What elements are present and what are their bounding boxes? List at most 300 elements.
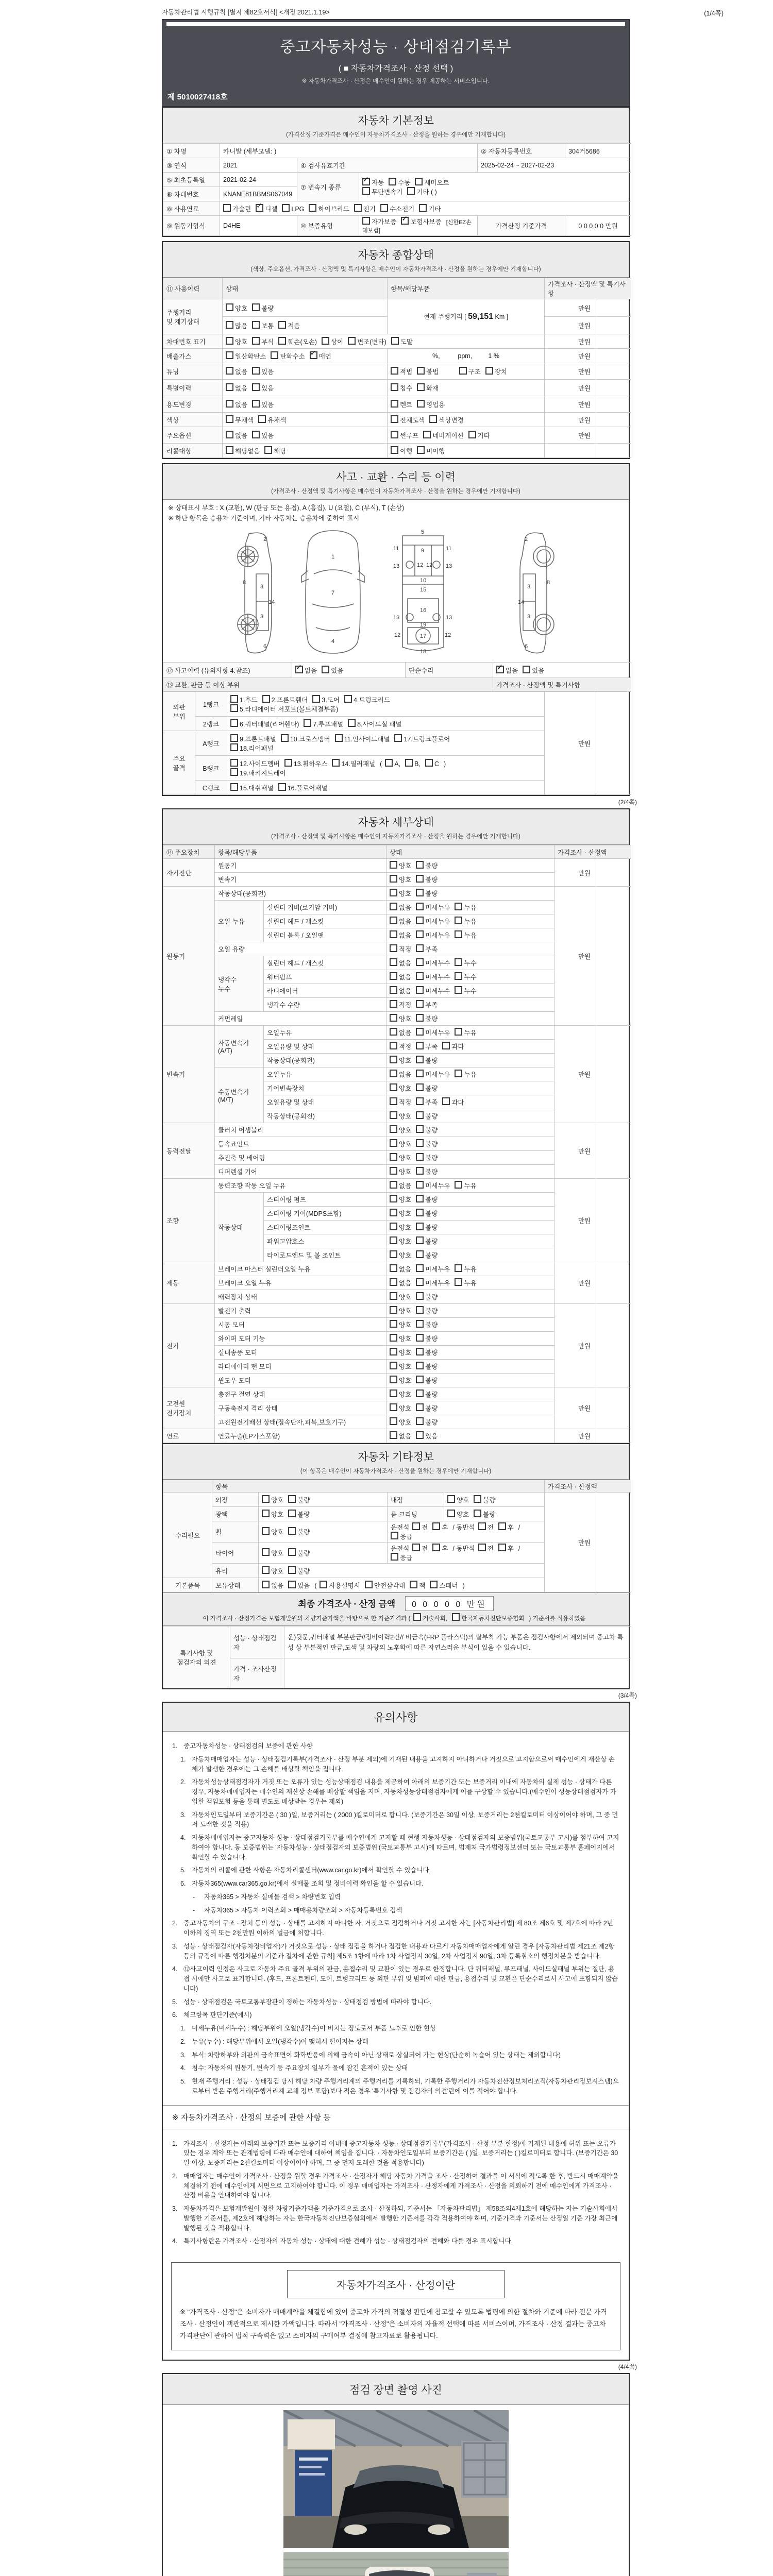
option-3.도어[interactable] <box>312 695 340 704</box>
checkbox-icon[interactable] <box>416 1167 424 1175</box>
option-불량[interactable] <box>416 1195 438 1204</box>
option-양호[interactable] <box>390 889 411 898</box>
checkbox-icon[interactable] <box>282 204 290 212</box>
checkbox-icon[interactable] <box>391 446 398 454</box>
checkbox-icon[interactable] <box>390 958 397 966</box>
option-보험사보증[interactable] <box>401 217 441 226</box>
option-양호[interactable] <box>390 1195 411 1204</box>
checkbox-icon[interactable] <box>230 695 238 703</box>
checkbox-icon[interactable] <box>262 1581 270 1588</box>
option-없음[interactable] <box>390 1264 411 1274</box>
checkbox-icon[interactable] <box>252 303 260 311</box>
checkbox-icon[interactable] <box>390 1000 397 1008</box>
option-양호[interactable] <box>262 1510 283 1519</box>
option-불량[interactable] <box>416 1209 438 1218</box>
option-양호[interactable] <box>390 1417 411 1427</box>
option-기타[interactable] <box>419 204 441 213</box>
option-양호[interactable] <box>390 1320 411 1329</box>
option-전[interactable] <box>412 1544 428 1553</box>
option-B,[interactable] <box>405 759 421 768</box>
checkbox-icon[interactable] <box>230 783 238 791</box>
option-누유[interactable] <box>455 1028 476 1037</box>
option-양호[interactable] <box>262 1548 283 1557</box>
option-불량[interactable] <box>416 1223 438 1232</box>
option-없음[interactable] <box>226 383 247 393</box>
option-미세누유[interactable] <box>416 917 450 926</box>
option-불량[interactable] <box>288 1527 310 1536</box>
checkbox-icon[interactable] <box>425 759 433 767</box>
checkbox-icon[interactable] <box>391 431 398 438</box>
checkbox-icon[interactable] <box>416 1195 424 1202</box>
option-보통[interactable] <box>252 321 274 330</box>
checkbox-icon[interactable] <box>226 400 233 408</box>
checkbox-icon[interactable] <box>416 1083 424 1091</box>
option-불량[interactable] <box>252 303 274 313</box>
checkbox-icon[interactable] <box>230 743 238 751</box>
option-불량[interactable] <box>416 1389 438 1399</box>
checkbox-icon[interactable] <box>230 719 238 727</box>
checkbox-icon[interactable] <box>455 903 462 910</box>
checkbox-icon[interactable] <box>390 1236 397 1244</box>
checkbox-icon[interactable] <box>459 367 467 375</box>
checkbox-icon[interactable] <box>390 1278 397 1286</box>
checkbox-icon[interactable] <box>226 351 233 359</box>
option-적법[interactable] <box>391 367 412 376</box>
checked-checkbox-icon[interactable] <box>496 666 504 673</box>
option-양호[interactable] <box>390 1111 411 1121</box>
option-불량[interactable] <box>474 1495 495 1504</box>
option-5.라디에이터 서포트(볼트체결부품)[interactable] <box>230 704 338 714</box>
option-후[interactable] <box>498 1544 514 1553</box>
option-양호[interactable] <box>447 1510 469 1519</box>
checkbox-icon[interactable] <box>390 1139 397 1147</box>
checkbox-icon[interactable] <box>332 759 340 767</box>
checkbox-icon[interactable] <box>416 1403 424 1411</box>
checkbox-icon[interactable] <box>390 944 397 952</box>
checkbox-icon[interactable] <box>416 1292 424 1300</box>
option-양호[interactable] <box>226 337 247 346</box>
option-부족[interactable] <box>416 1042 438 1051</box>
checkbox-icon[interactable] <box>455 930 462 938</box>
option-수동[interactable] <box>389 178 410 187</box>
option-기타[interactable] <box>468 431 490 440</box>
checkbox-icon[interactable] <box>390 1223 397 1230</box>
checkbox-icon[interactable] <box>390 1389 397 1397</box>
option-디젤[interactable] <box>256 204 277 213</box>
checkbox-icon[interactable] <box>391 367 398 375</box>
option-수소전기[interactable] <box>380 204 414 213</box>
option-17.트렁크플로어[interactable] <box>394 734 450 743</box>
checkbox-icon[interactable] <box>278 337 286 345</box>
checkbox-icon[interactable] <box>416 1028 424 1036</box>
checkbox-icon[interactable] <box>416 1000 424 1008</box>
checkbox-icon[interactable] <box>474 1510 481 1517</box>
option-양호[interactable] <box>390 1306 411 1315</box>
checkbox-icon[interactable] <box>391 415 398 423</box>
checkbox-icon[interactable] <box>455 958 462 966</box>
option-없음[interactable] <box>390 1431 411 1440</box>
option-양호[interactable] <box>262 1566 283 1575</box>
option-13.휠하우스[interactable] <box>284 759 328 768</box>
checkbox-icon[interactable] <box>322 337 329 345</box>
option-누수[interactable] <box>455 972 476 981</box>
checkbox-icon[interactable] <box>474 1495 481 1503</box>
checkbox-icon[interactable] <box>455 986 462 994</box>
checkbox-icon[interactable] <box>416 1348 424 1355</box>
option-전[interactable] <box>478 1522 494 1532</box>
option-렌트[interactable] <box>391 400 412 409</box>
option-없음[interactable] <box>390 986 411 995</box>
option-기술사회,[interactable] <box>413 1613 447 1622</box>
checkbox-icon[interactable] <box>455 972 462 980</box>
checkbox-icon[interactable] <box>412 1522 420 1530</box>
option-이행[interactable] <box>391 446 412 455</box>
checkbox-icon[interactable] <box>523 666 530 673</box>
option-없음[interactable] <box>496 666 518 675</box>
option-없음[interactable] <box>390 1028 411 1037</box>
option-과다[interactable] <box>442 1097 464 1107</box>
option-있음[interactable] <box>252 400 274 409</box>
option-불량[interactable] <box>416 1125 438 1134</box>
checkbox-icon[interactable] <box>455 917 462 924</box>
checkbox-icon[interactable] <box>390 1348 397 1355</box>
checkbox-icon[interactable] <box>390 1167 397 1175</box>
checkbox-icon[interactable] <box>230 704 238 712</box>
checkbox-icon[interactable] <box>416 1209 424 1216</box>
checkbox-icon[interactable] <box>365 1581 373 1588</box>
option-양호[interactable] <box>390 1236 411 1246</box>
checkbox-icon[interactable] <box>390 1111 397 1119</box>
option-불량[interactable] <box>416 1139 438 1148</box>
option-미세누유[interactable] <box>416 1278 450 1287</box>
checkbox-icon[interactable] <box>390 889 397 896</box>
option-후[interactable] <box>498 1522 514 1532</box>
checkbox-icon[interactable] <box>288 1566 296 1574</box>
checkbox-icon[interactable] <box>226 431 233 438</box>
checkbox-icon[interactable] <box>391 1532 398 1539</box>
option-누유[interactable] <box>455 1278 476 1287</box>
checkbox-icon[interactable] <box>362 217 370 225</box>
checkbox-icon[interactable] <box>452 1613 460 1621</box>
option-불량[interactable] <box>416 1417 438 1427</box>
option-적정[interactable] <box>390 1097 411 1107</box>
checkbox-icon[interactable] <box>415 178 423 185</box>
option-양호[interactable] <box>390 1403 411 1413</box>
option-18.리어패널[interactable] <box>230 743 274 753</box>
checkbox-icon[interactable] <box>416 1389 424 1397</box>
checkbox-icon[interactable] <box>288 1548 296 1556</box>
option-영업용[interactable] <box>417 400 445 409</box>
option-있음[interactable] <box>252 431 274 440</box>
checkbox-icon[interactable] <box>416 986 424 994</box>
checkbox-icon[interactable] <box>390 1264 397 1272</box>
checkbox-icon[interactable] <box>354 204 362 212</box>
checkbox-icon[interactable] <box>230 759 238 767</box>
option-불량[interactable] <box>416 875 438 884</box>
option-구조[interactable] <box>459 367 481 376</box>
option-하이브리드[interactable] <box>309 204 349 213</box>
checkbox-icon[interactable] <box>322 666 329 673</box>
option-양호[interactable] <box>390 1139 411 1148</box>
checkbox-icon[interactable] <box>416 1111 424 1119</box>
checkbox-icon[interactable] <box>226 303 233 311</box>
option-누유[interactable] <box>455 903 476 912</box>
option-있음[interactable] <box>288 1581 310 1590</box>
checkbox-icon[interactable] <box>278 783 286 791</box>
checkbox-icon[interactable] <box>455 1070 462 1077</box>
checkbox-icon[interactable] <box>455 1028 462 1036</box>
checkbox-icon[interactable] <box>390 861 397 869</box>
checkbox-icon[interactable] <box>478 1522 486 1530</box>
option-없음[interactable] <box>390 930 411 940</box>
option-탄화수소[interactable] <box>271 351 305 361</box>
option-전체도색[interactable] <box>391 415 425 425</box>
checkbox-icon[interactable] <box>348 337 356 345</box>
checkbox-icon[interactable] <box>390 875 397 883</box>
checkbox-icon[interactable] <box>416 1334 424 1342</box>
checkbox-icon[interactable] <box>288 1527 296 1535</box>
checkbox-icon[interactable] <box>288 1510 296 1517</box>
checkbox-icon[interactable] <box>416 1042 424 1049</box>
option-양호[interactable] <box>390 1362 411 1371</box>
option-썬루프[interactable] <box>391 431 418 440</box>
checkbox-icon[interactable] <box>416 1153 424 1161</box>
checkbox-icon[interactable] <box>416 1362 424 1369</box>
checkbox-icon[interactable] <box>380 204 388 212</box>
checkbox-icon[interactable] <box>416 1376 424 1383</box>
option-훼손(오손)[interactable] <box>278 337 317 346</box>
option-응급[interactable] <box>391 1553 412 1562</box>
option-있음[interactable] <box>416 1431 438 1440</box>
option-화재[interactable] <box>417 383 439 393</box>
option-적정[interactable] <box>390 1000 411 1009</box>
option-장치[interactable] <box>485 367 507 376</box>
checkbox-icon[interactable] <box>468 431 476 438</box>
option-없음[interactable] <box>226 431 247 440</box>
checkbox-icon[interactable] <box>226 367 233 375</box>
checked-checkbox-icon[interactable] <box>310 351 317 359</box>
option-8.사이드실 패널[interactable] <box>348 719 401 728</box>
option-무채색[interactable] <box>226 415 254 425</box>
option-양호[interactable] <box>226 303 247 313</box>
checked-checkbox-icon[interactable] <box>362 178 370 185</box>
checkbox-icon[interactable] <box>390 1195 397 1202</box>
option-누수[interactable] <box>455 958 476 968</box>
checkbox-icon[interactable] <box>226 321 233 329</box>
option-없음[interactable] <box>390 917 411 926</box>
option-없음[interactable] <box>390 1070 411 1079</box>
option-없음[interactable] <box>390 903 411 912</box>
checkbox-icon[interactable] <box>252 367 260 375</box>
option-불법[interactable] <box>417 367 439 376</box>
checkbox-icon[interactable] <box>362 187 370 195</box>
option-불량[interactable] <box>416 1320 438 1329</box>
option-스패너[interactable] <box>430 1581 458 1590</box>
checkbox-icon[interactable] <box>252 337 260 345</box>
checkbox-icon[interactable] <box>390 1153 397 1161</box>
option-미세누유[interactable] <box>416 1264 450 1274</box>
checkbox-icon[interactable] <box>416 1320 424 1328</box>
option-네비게이션[interactable] <box>423 431 463 440</box>
checkbox-icon[interactable] <box>416 972 424 980</box>
option-양호[interactable] <box>262 1527 283 1536</box>
checkbox-icon[interactable] <box>419 204 427 212</box>
checkbox-icon[interactable] <box>455 1264 462 1272</box>
checkbox-icon[interactable] <box>390 1056 397 1063</box>
option-과다[interactable] <box>442 1042 464 1051</box>
option-자동[interactable] <box>362 178 384 187</box>
option-LPG[interactable] <box>282 204 304 213</box>
option-없음[interactable] <box>390 972 411 981</box>
checkbox-icon[interactable] <box>416 1125 424 1133</box>
checkbox-icon[interactable] <box>264 446 272 454</box>
checkbox-icon[interactable] <box>390 1376 397 1383</box>
checkbox-icon[interactable] <box>416 1014 424 1022</box>
option-불량[interactable] <box>416 1292 438 1301</box>
checkbox-icon[interactable] <box>423 431 431 438</box>
checkbox-icon[interactable] <box>416 1250 424 1258</box>
checkbox-icon[interactable] <box>262 1566 270 1574</box>
checkbox-icon[interactable] <box>432 1544 440 1551</box>
option-양호[interactable] <box>262 1495 283 1504</box>
checkbox-icon[interactable] <box>304 719 311 727</box>
option-후[interactable] <box>432 1544 448 1553</box>
option-불량[interactable] <box>288 1495 310 1504</box>
option-불량[interactable] <box>416 1014 438 1023</box>
option-1.후드[interactable] <box>230 695 258 704</box>
checkbox-icon[interactable] <box>416 903 424 910</box>
checkbox-icon[interactable] <box>385 759 393 767</box>
option-양호[interactable] <box>390 1083 411 1093</box>
option-응급[interactable] <box>391 1532 412 1541</box>
option-있음[interactable] <box>252 367 274 376</box>
checkbox-icon[interactable] <box>498 1522 506 1530</box>
option-침수[interactable] <box>391 383 412 393</box>
checkbox-icon[interactable] <box>288 1581 296 1588</box>
checked-checkbox-icon[interactable] <box>256 204 263 212</box>
option-없음[interactable] <box>226 400 247 409</box>
checkbox-icon[interactable] <box>390 1320 397 1328</box>
checkbox-icon[interactable] <box>416 958 424 966</box>
option-누유[interactable] <box>455 917 476 926</box>
option-양호[interactable] <box>390 1153 411 1162</box>
checkbox-icon[interactable] <box>485 367 493 375</box>
checkbox-icon[interactable] <box>390 1181 397 1189</box>
checkbox-icon[interactable] <box>416 875 424 883</box>
checkbox-icon[interactable] <box>258 415 266 423</box>
option-양호[interactable] <box>390 861 411 870</box>
option-15.대쉬패널[interactable] <box>230 783 274 792</box>
checkbox-icon[interactable] <box>447 1495 455 1503</box>
checkbox-icon[interactable] <box>262 1548 270 1556</box>
checkbox-icon[interactable] <box>390 1403 397 1411</box>
option-미세누유[interactable] <box>416 903 450 912</box>
option-없음[interactable] <box>295 666 317 675</box>
checkbox-icon[interactable] <box>416 1056 424 1063</box>
checkbox-icon[interactable] <box>416 1181 424 1189</box>
checkbox-icon[interactable] <box>417 446 425 454</box>
checkbox-icon[interactable] <box>390 903 397 910</box>
option-없음[interactable] <box>262 1581 283 1590</box>
option-미세누유[interactable] <box>416 1028 450 1037</box>
option-양호[interactable] <box>390 1125 411 1134</box>
option-누유[interactable] <box>455 930 476 940</box>
option-양호[interactable] <box>390 1389 411 1399</box>
option-불량[interactable] <box>416 889 438 898</box>
option-양호[interactable] <box>447 1495 469 1504</box>
checkbox-icon[interactable] <box>390 1097 397 1105</box>
checkbox-icon[interactable] <box>223 204 231 212</box>
checkbox-icon[interactable] <box>390 1125 397 1133</box>
option-양호[interactable] <box>390 1292 411 1301</box>
option-해당없음[interactable] <box>226 446 260 455</box>
option-6.쿼터패널(리어휀다)[interactable] <box>230 719 299 728</box>
option-가솔린[interactable] <box>223 204 251 213</box>
checkbox-icon[interactable] <box>390 1028 397 1036</box>
checkbox-icon[interactable] <box>416 1139 424 1147</box>
checkbox-icon[interactable] <box>281 734 289 742</box>
option-14.필러패널[interactable] <box>332 759 375 768</box>
option-매연[interactable] <box>310 351 331 361</box>
option-무단변속기[interactable] <box>362 187 402 196</box>
option-불량[interactable] <box>416 1167 438 1176</box>
option-없음[interactable] <box>390 1181 411 1190</box>
option-적정[interactable] <box>390 944 411 954</box>
option-불량[interactable] <box>416 1153 438 1162</box>
checkbox-icon[interactable] <box>429 415 437 423</box>
checkbox-icon[interactable] <box>348 719 356 727</box>
checkbox-icon[interactable] <box>416 930 424 938</box>
option-불량[interactable] <box>474 1510 495 1519</box>
checked-checkbox-icon[interactable] <box>401 217 409 225</box>
checkbox-icon[interactable] <box>410 1581 417 1588</box>
option-사용설명서[interactable] <box>320 1581 360 1590</box>
option-잭[interactable] <box>410 1581 425 1590</box>
option-11.인사이드패널[interactable] <box>335 734 390 743</box>
option-양호[interactable] <box>390 875 411 884</box>
option-불량[interactable] <box>416 1056 438 1065</box>
option-불량[interactable] <box>416 1376 438 1385</box>
checkbox-icon[interactable] <box>252 383 260 391</box>
checkbox-icon[interactable] <box>416 1431 424 1439</box>
option-없음[interactable] <box>390 1278 411 1287</box>
checkbox-icon[interactable] <box>271 351 278 359</box>
checkbox-icon[interactable] <box>416 1223 424 1230</box>
checkbox-icon[interactable] <box>405 759 413 767</box>
checkbox-icon[interactable] <box>262 1510 270 1517</box>
option-유채색[interactable] <box>258 415 286 425</box>
checkbox-icon[interactable] <box>417 383 425 391</box>
checkbox-icon[interactable] <box>309 204 316 212</box>
checkbox-icon[interactable] <box>447 1510 455 1517</box>
option-불량[interactable] <box>416 1250 438 1260</box>
checkbox-icon[interactable] <box>417 367 425 375</box>
checkbox-icon[interactable] <box>416 1097 424 1105</box>
option-불량[interactable] <box>416 1362 438 1371</box>
checkbox-icon[interactable] <box>226 337 233 345</box>
checkbox-icon[interactable] <box>416 1070 424 1077</box>
option-A,[interactable] <box>385 759 400 768</box>
checkbox-icon[interactable] <box>390 1306 397 1314</box>
option-없음[interactable] <box>226 367 247 376</box>
checkbox-icon[interactable] <box>416 1417 424 1425</box>
checkbox-icon[interactable] <box>394 734 402 742</box>
option-2.프론트휀더[interactable] <box>262 695 308 704</box>
option-미세누수[interactable] <box>416 958 450 968</box>
option-색상변경[interactable] <box>429 415 463 425</box>
option-불량[interactable] <box>416 861 438 870</box>
option-양호[interactable] <box>390 1334 411 1343</box>
